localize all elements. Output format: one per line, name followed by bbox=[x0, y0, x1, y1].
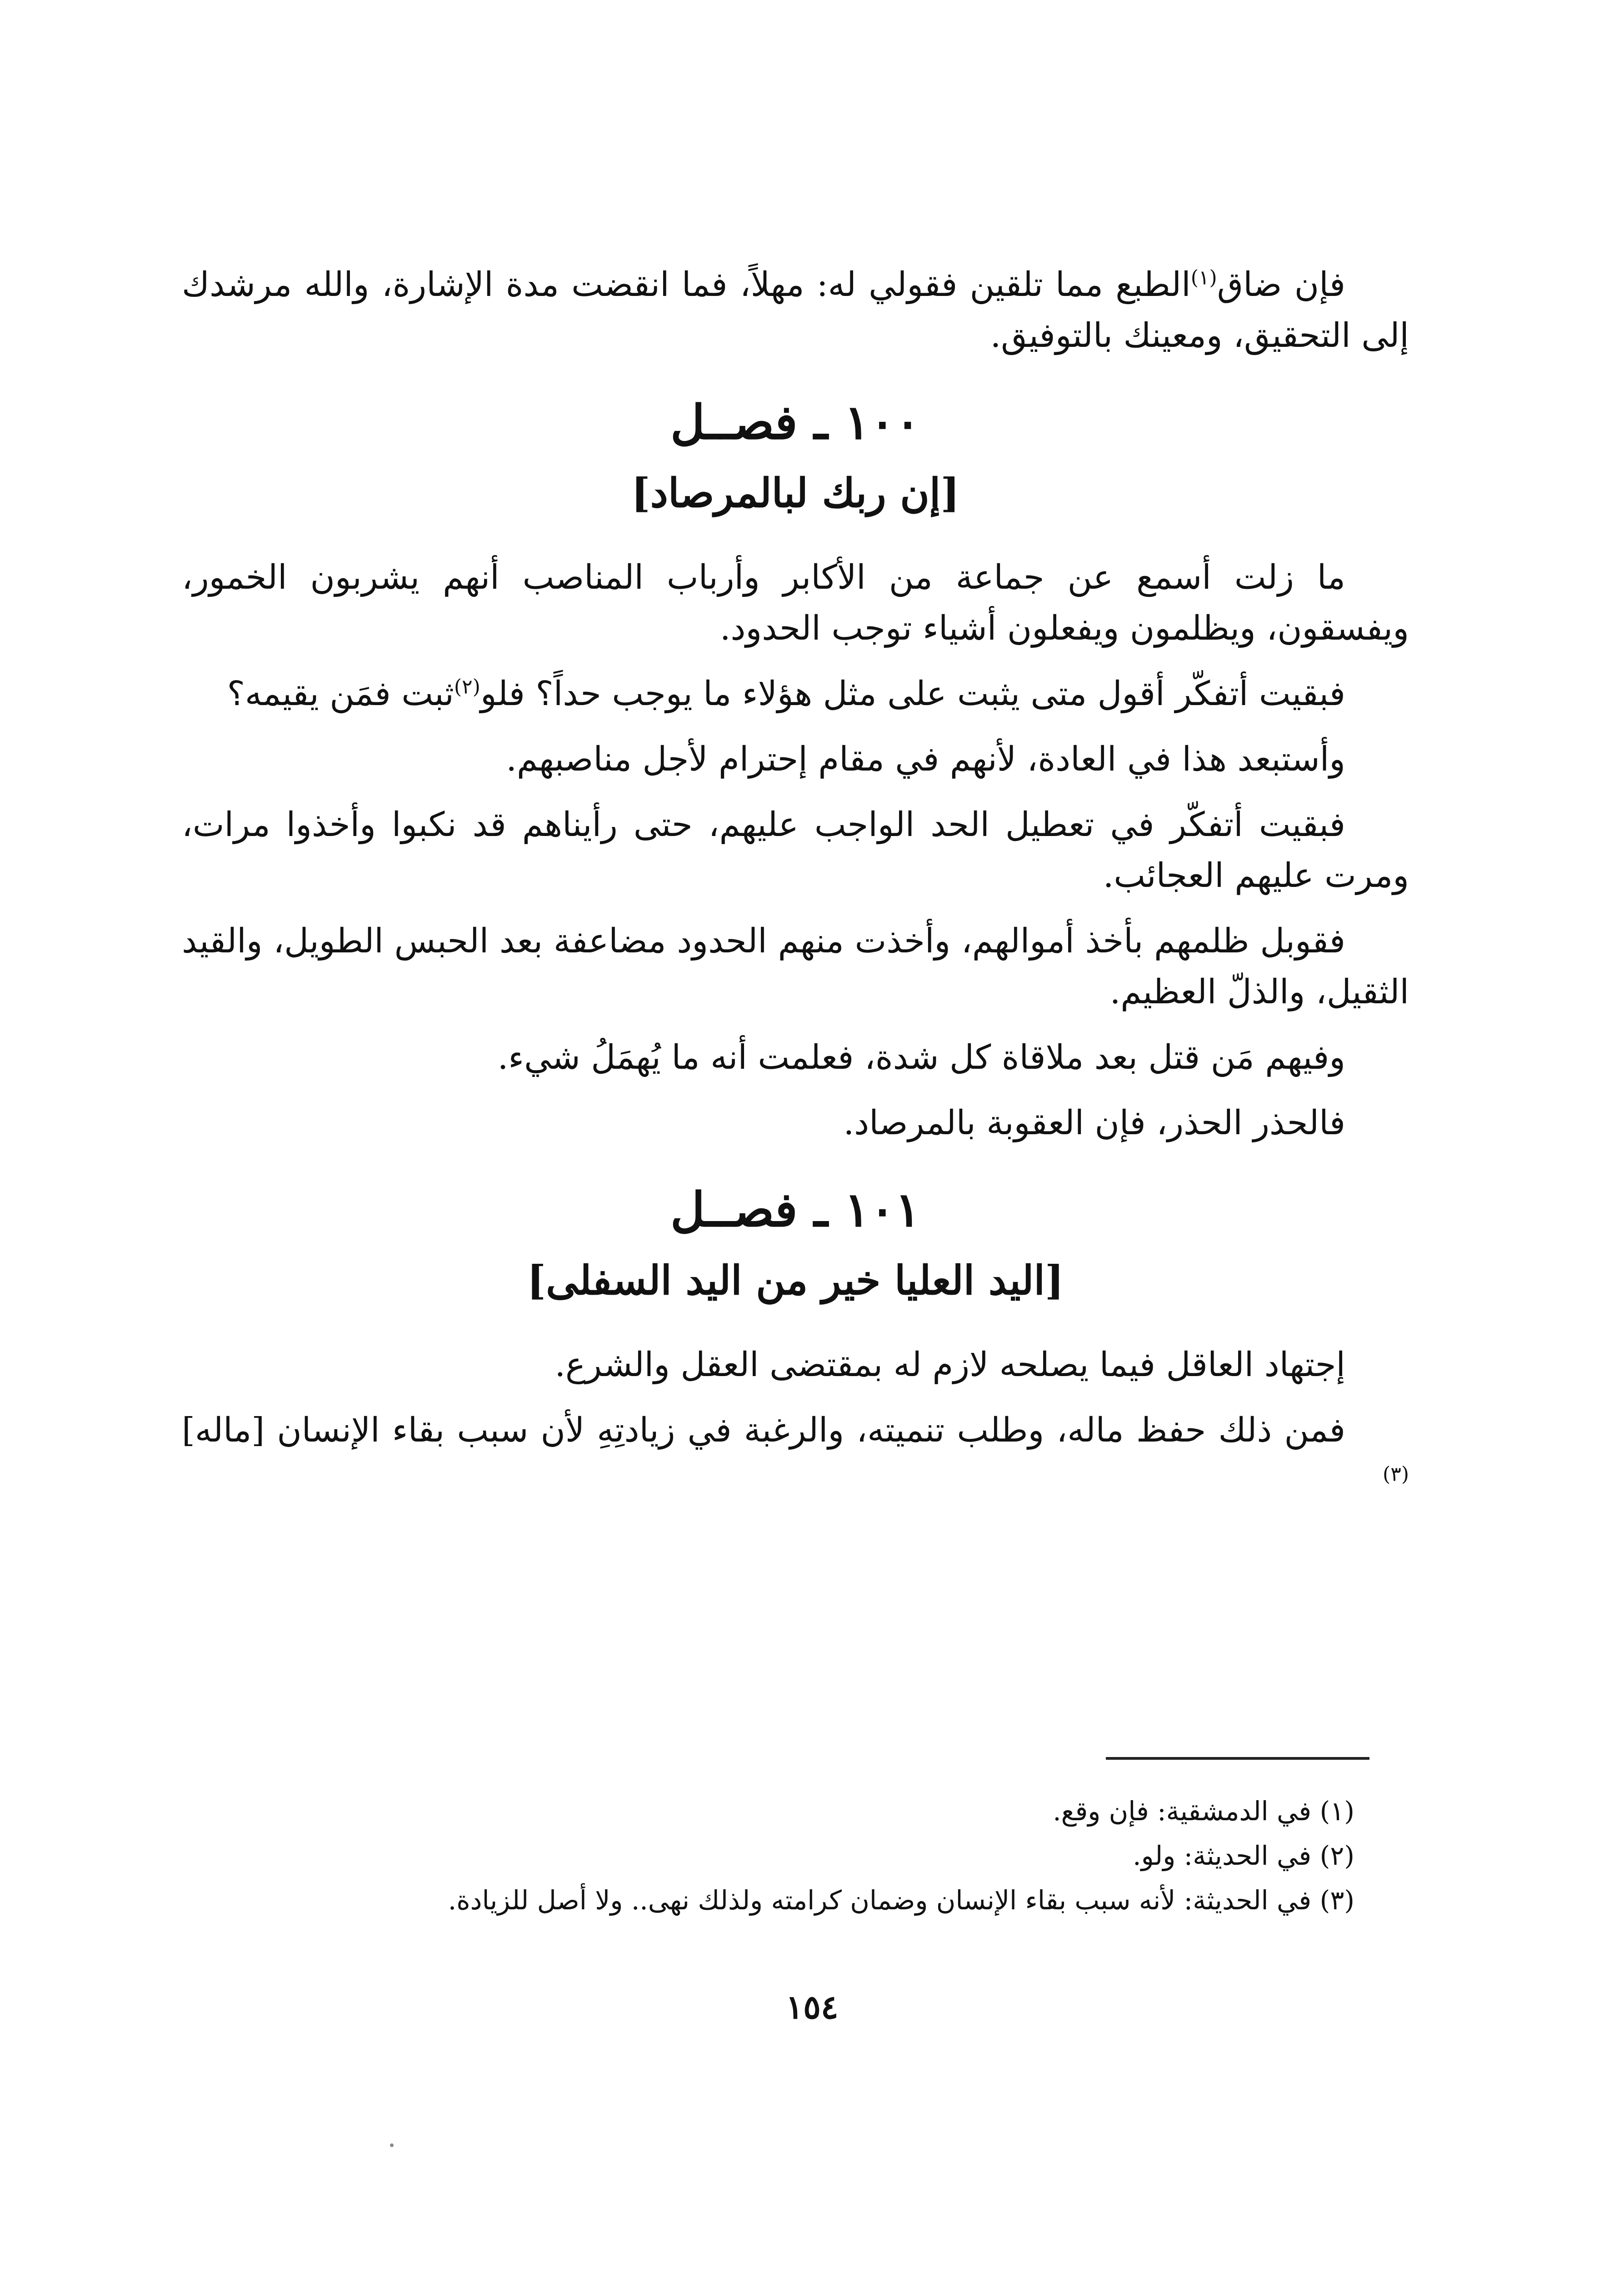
section-100-heading: ١٠٠ ـ فصــل bbox=[670, 394, 921, 450]
footnote-ref-1: (١) bbox=[1190, 266, 1217, 290]
section-101-heading: ١٠١ ـ فصــل bbox=[670, 1182, 921, 1237]
footnote-2: (٢) في الحديثة: ولو. bbox=[1133, 1840, 1354, 1871]
section-100-title: [إن ربك لبالمرصاد] bbox=[631, 469, 959, 516]
section-100-paragraph-5: فقوبل ظلمهم بأخذ أموالهم، وأخذت منهم الحدود مضاعفة بعد الحبس الطويل، والقيد الثقيل، والذلّ العظيم. bbox=[182, 921, 1409, 1011]
page-number: ١٥٤ bbox=[785, 1988, 839, 2026]
opening-text-rest: الطبع مما تلقين فقولي له: مهلاً، فما انقضت مدة الإشارة، والله مرشدك إلى التحقيق، ومعينك بالتوفيق. bbox=[182, 265, 1409, 355]
section-100-paragraph-1: ما زلت أسمع عن جماعة من الأكابر وأرباب المناصب أنهم يشربون الخمور، ويفسقون، ويظلمون ويفعلون أشياء توجب الحدود. bbox=[182, 558, 1409, 648]
scan-speck bbox=[390, 2143, 394, 2147]
section-101-paragraph-2 bbox=[182, 1405, 1409, 1507]
section-101-title: [اليد العليا خير من اليد السفلى] bbox=[527, 1257, 1064, 1304]
footnote-divider bbox=[1106, 1757, 1369, 1760]
section-100-paragraph-7: فالحذر الحذر، فإن العقوبة بالمرصاد. bbox=[843, 1103, 1345, 1142]
opening-text-start: فإن ضاق bbox=[1217, 265, 1345, 304]
section-101-paragraph-1: إجتهاد العاقل فيما يصلحه لازم له بمقتضى العقل والشرع. bbox=[555, 1345, 1345, 1384]
footnote-ref-2: (٢) bbox=[454, 675, 480, 699]
section-100-paragraph-2-start: فبقيت أتفكّر أقول متى يثبت على مثل هؤلاء ما يوجب حداً؟ فلو bbox=[480, 674, 1345, 713]
section-100-paragraph-4: فبقيت أتفكّر في تعطيل الحد الواجب عليهم، حتى رأيناهم قد نكبوا وأخذوا مرات، ومرت عليهم العجائب. bbox=[182, 805, 1409, 895]
footnotes bbox=[182, 1789, 1354, 1923]
footnote-1: (١) في الدمشقية: فإن وقع. bbox=[1053, 1796, 1354, 1827]
main-text bbox=[182, 259, 1409, 1521]
footnote-3: (٣) في الحديثة: لأنه سبب بقاء الإنسان وضمان كرامته ولذلك نهى.. ولا أصل للزيادة. bbox=[448, 1885, 1354, 1916]
section-101-paragraph-2-text: فمن ذلك حفظ ماله، وطلب تنميته، والرغبة في زيادتِهِ لأن سبب بقاء الإنسان [ماله] bbox=[182, 1411, 1345, 1450]
section-100-paragraph-2 bbox=[182, 668, 1345, 719]
footnote-ref-3: (٣) bbox=[1383, 1462, 1409, 1486]
section-100-paragraph-3: وأستبعد هذا في العادة، لأنهم في مقام إحترام لأجل مناصبهم. bbox=[506, 740, 1345, 779]
section-100-paragraph-2-end: ثبت فمَن يقيمه؟ bbox=[227, 674, 454, 713]
opening-paragraph bbox=[182, 259, 1409, 361]
section-100-paragraph-6: وفيهم مَن قتل بعد ملاقاة كل شدة، فعلمت أنه ما يُهمَلُ شيء. bbox=[497, 1038, 1345, 1077]
